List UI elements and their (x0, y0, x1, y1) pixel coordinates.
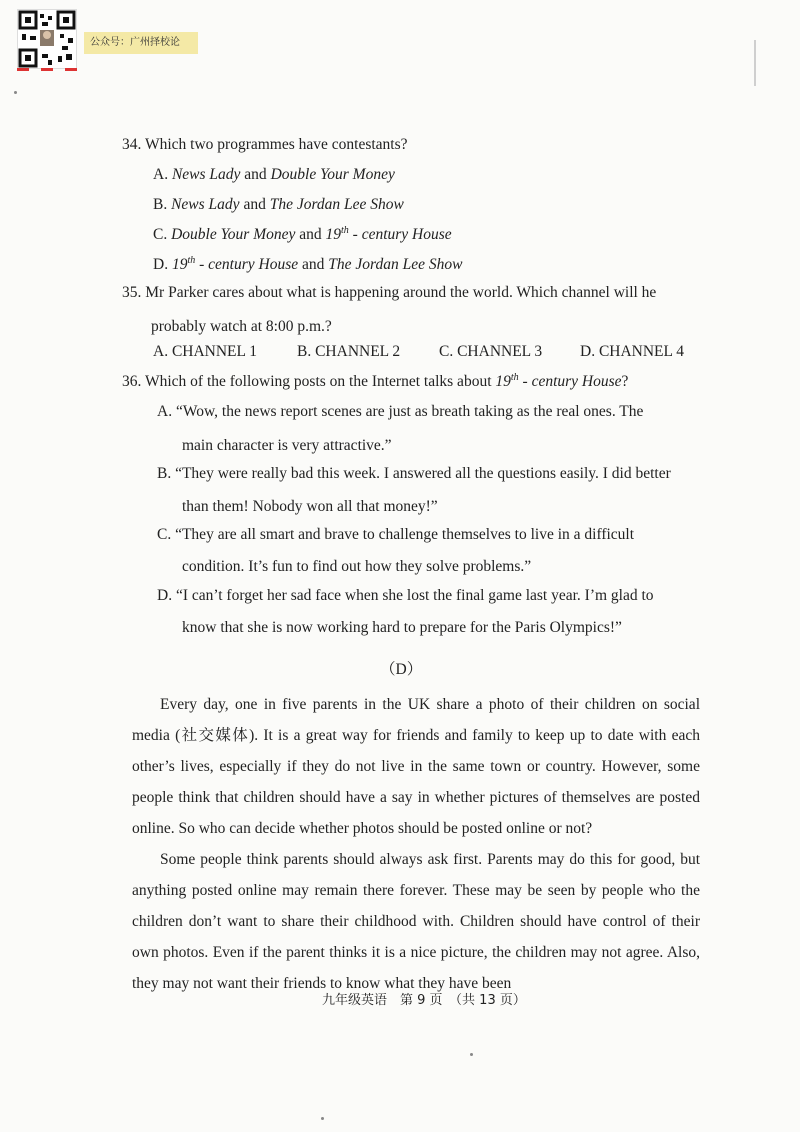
question-35-stem-line2: probably watch at 8:00 p.m.? (151, 318, 332, 335)
account-badge: 公众号：广州择校论 (84, 32, 198, 54)
section-heading: （D） (380, 661, 423, 678)
question-36-option-b-line2: than them! Nobody won all that money!” (182, 498, 438, 515)
qr-caption (17, 68, 77, 71)
passage-paragraph-2: Some people think parents should always ask first. Parents may do this for good, but anything posted online may remain there forever. These may be seen by people who the children don’t want to share their childhood with. Children should have control of their own photos. Even if the parent thinks it is a nice picture, the children may not agree. Also, they may not want their friends to know what they have been (132, 851, 700, 992)
question-36-option-a-line1: A. “Wow, the news report scenes are just as breath taking as the real ones. The (157, 403, 644, 420)
question-34-option-b: B. News Lady and The Jordan Lee Show (153, 196, 404, 213)
passage-paragraph-1: Every day, one in five parents in the UK share a photo of their children on social media (社交媒体). It is a great way for friends and family to keep up to date with each other’s lives, especially if they do not live in the same town or country. However, some people think that children should have a say in whether pictures of themselves are posted online. So who can decide whether photos should be posted online or not? (132, 696, 700, 837)
qr-code-graphic (18, 10, 76, 68)
scan-edge-mark (754, 40, 756, 86)
question-36-option-d-line2: know that she is now working hard to prepare for the Paris Olympics!” (182, 619, 622, 636)
question-36-option-c-line2: condition. It’s fun to find out how they solve problems.” (182, 558, 532, 575)
question-36-stem: 36. Which of the following posts on the Internet talks about 19th - century House? (122, 372, 629, 390)
question-35-option-b: B. CHANNEL 2 (297, 343, 401, 360)
scan-speck (470, 1053, 473, 1056)
question-36-option-c-line1: C. “They are all smart and brave to challenge themselves to live in a difficult (157, 526, 635, 543)
question-34-option-c: C. Double Your Money and 19th - century House (153, 225, 452, 243)
scan-speck (14, 91, 17, 94)
question-34-option-a: A. News Lady and Double Your Money (153, 166, 395, 183)
qr-code (17, 9, 77, 69)
question-35-option-d: D. CHANNEL 4 (580, 343, 685, 360)
question-34-stem: 34. Which two programmes have contestants? (122, 136, 408, 153)
question-36-option-b-line1: B. “They were really bad this week. I answered all the questions easily. I did better (157, 465, 671, 482)
page-footer: 九年级英语 第 9 页 （共 13 页） (322, 993, 526, 1008)
question-35-option-a: A. CHANNEL 1 (153, 343, 258, 360)
question-34-option-d: D. 19th - century House and The Jordan Lee Show (153, 255, 463, 273)
question-35-option-c: C. CHANNEL 3 (439, 343, 543, 360)
question-36-option-a-line2: main character is very attractive.” (182, 437, 392, 454)
question-36-option-d-line1: D. “I can’t forget her sad face when she lost the final game last year. I’m glad to (157, 587, 654, 604)
scan-speck (321, 1117, 324, 1120)
question-35-stem-line1: 35. Mr Parker cares about what is happening around the world. Which channel will he (122, 284, 657, 301)
